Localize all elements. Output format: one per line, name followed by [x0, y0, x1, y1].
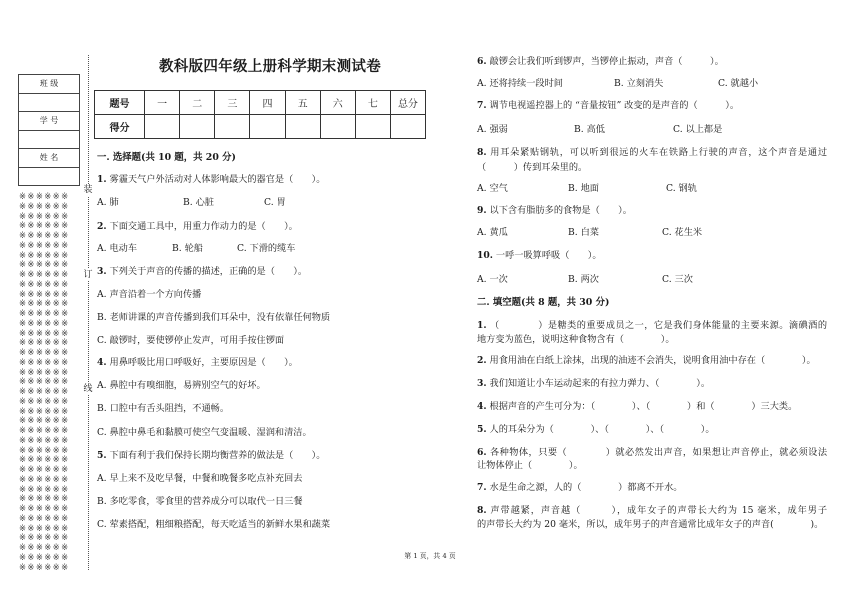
question-number: 1. [477, 320, 487, 331]
fill-question-5 [477, 423, 715, 437]
column-header: 六 [320, 91, 355, 115]
column-header: 四 [250, 91, 285, 115]
question-number: 5. [477, 424, 487, 435]
binding-mark-ding: 订 [81, 269, 95, 281]
option-a: A. 一次 [477, 274, 508, 285]
question-text: 调节电视遥控器上的 “音量按钮” 改变的是声音的（ ）。 [489, 100, 740, 111]
option-b: B. 轮船 [172, 243, 203, 254]
question-text: 用耳朵紧贴钢轨，可以听到很远的火车在铁路上行驶的声音，这个声音是通过 [490, 147, 828, 158]
question-text: 我们知道让小车运动起来的有拉力弹力、（ ）。 [489, 378, 711, 389]
score-cell [285, 115, 320, 139]
column-header: 三 [215, 91, 250, 115]
question-number: 8. [477, 505, 487, 516]
question-text: 下面有利于我们保持长期均衡营养的做法是（ ）。 [109, 450, 326, 461]
class-label: 班 级 [19, 75, 80, 94]
option-b: B. 两次 [568, 274, 599, 285]
question-text-continuation: 让物体停止（ ）。 [477, 460, 583, 471]
option-c: C. 钢轨 [666, 183, 697, 194]
score-cell [145, 115, 180, 139]
question-text: 一呼一吸算呼吸（ ）。 [495, 250, 602, 261]
fill-section-heading: 二. 填空题(共 8 题，共 30 分) [477, 297, 610, 308]
question-number: 7. [477, 482, 487, 493]
question-text: 声带越紧，声音越（ ），成年女子的声带长大约为 15 毫米，成年男子 [490, 505, 828, 516]
option-b: B. 心脏 [183, 197, 214, 208]
option-a: A. 鼻腔中有嗅细胞，易辨别空气的好坏。 [97, 380, 266, 391]
question-text: 用食用油在白纸上涂抹，出现的油迹不会消失，说明食用油中存在（ ）。 [489, 355, 816, 366]
fill-question-6 [477, 446, 827, 460]
question-number: 10. [477, 250, 493, 261]
question-number: 2. [477, 355, 487, 366]
column-header: 总分 [390, 91, 425, 115]
question-text: 敲锣会让我们听到锣声，当锣停止振动，声音（ ）。 [489, 56, 724, 67]
score-cell [390, 115, 425, 139]
option-c: C. 荤素搭配，粗细粮搭配，每天吃适当的新鲜水果和蔬菜 [97, 519, 331, 530]
question-number: 9. [477, 205, 487, 216]
option-c: C. 下滑的缆车 [237, 243, 296, 254]
question-number: 4. [477, 401, 487, 412]
binding-mark-zhuang: 装 [81, 184, 95, 196]
option-a: A. 黄瓜 [477, 227, 508, 238]
choice-question-5 [97, 449, 325, 463]
score-cell [355, 115, 390, 139]
score-cell [180, 115, 215, 139]
score-cell [320, 115, 355, 139]
question-text: （ ）是糖类的重要成员之一，它是我们身体能量的主要来源。滴碘酒的 [489, 320, 828, 331]
question-number: 8. [477, 147, 487, 158]
question-number-label: 题号 [95, 91, 145, 115]
question-text-continuation: 地方变为蓝色，说明这种食物含有（ ）。 [477, 334, 675, 345]
binding-dotted-line [88, 55, 89, 570]
question-text: 水是生命之源，人的（ ）都离不开水。 [489, 482, 683, 493]
question-text: 根据声音的产生可分为：（ ）、（ ）和（ ）三大类。 [489, 401, 798, 412]
question-text-continuation: 的声带长大约为 20 毫米，所以，成年男子的声音通常比成年女子的声音( )。 [477, 519, 824, 530]
exam-title: 教科版四年级上册科学期末测试卷 [159, 58, 381, 75]
column-header: 七 [355, 91, 390, 115]
fill-question-8 [477, 504, 827, 518]
option-b: B. 多吃零食，零食里的营养成分可以取代一日三餐 [97, 496, 303, 507]
question-number: 2. [97, 221, 107, 232]
question-number: 5. [97, 450, 107, 461]
option-a: A. 早上来不及吃早餐，中餐和晚餐多吃点补充回去 [97, 473, 303, 484]
question-text: 雾霾天气户外活动对人体影响最大的器官是（ ）。 [109, 174, 326, 185]
question-text: 用鼻呼吸比用口呼吸好，主要原因是（ ）。 [109, 357, 298, 368]
option-c: C. 胃 [264, 197, 286, 208]
option-c: C. 就越小 [718, 78, 759, 89]
name-label: 姓 名 [19, 149, 80, 168]
choice-question-4 [97, 356, 298, 370]
question-number: 3. [97, 266, 107, 277]
column-header: 五 [285, 91, 320, 115]
question-number: 6. [477, 447, 487, 458]
choice-question-2 [97, 220, 298, 234]
student-number-field [19, 130, 80, 149]
question-text: 各种物体，只要（ ）就必然发出声音，如果想让声音停止，就必须设法 [489, 447, 828, 458]
option-c: C. 花生米 [662, 227, 703, 238]
score-cell [250, 115, 285, 139]
option-c: C. 鼻腔中鼻毛和黏膜可使空气变温暖、湿润和清洁。 [97, 427, 312, 438]
question-number: 1. [97, 174, 107, 185]
option-a: A. 强弱 [477, 124, 508, 135]
option-c: C. 三次 [662, 274, 693, 285]
option-b: B. 白菜 [568, 227, 599, 238]
fill-question-4 [477, 400, 797, 414]
question-number: 3. [477, 378, 487, 389]
option-c: C. 以上都是 [673, 124, 723, 135]
option-a: A. 还将持续一段时间 [477, 78, 563, 89]
score-table [94, 90, 426, 139]
choice-question-6 [477, 55, 724, 69]
score-table-score-row [95, 115, 426, 139]
option-a: A. 声音沿着一个方向传播 [97, 289, 202, 300]
question-text-continuation: （ ）传到耳朵里的。 [477, 162, 588, 173]
name-field [19, 167, 80, 186]
choice-question-3 [97, 265, 307, 279]
question-text: 下面交通工具中，用重力作动力的是（ ）。 [109, 221, 298, 232]
option-b: B. 高低 [574, 124, 605, 135]
option-b: B. 地面 [568, 183, 599, 194]
question-text: 人的耳朵分为（ ）、（ ）、（ ）。 [489, 424, 715, 435]
choice-question-9 [477, 204, 632, 218]
choice-question-8 [477, 146, 827, 160]
option-b: B. 老师讲课的声音传播到我们耳朵中，没有依靠任何物质 [97, 312, 331, 323]
margin-pattern: ※※※※※※ ※※※※※※ ※※※※※※ ※※※※※※ ※※※※※※ ※※※※※※ ※※※※※※ ※※※※※※ ※※※※※※ ※※※※※※ ※※※※※※ ※※※※※※ ※※※※※※ ※※※※※※ ※※※※※※ ※※※※※※ ※※※※※※ ※※※※※※ ※※※※※※ ※※※※※※ ※※※※※※ ※※※※※※ ※※※※※※ ※※※※※※ ※※※※※※ ※※※※※※ ※※※※※※ ※※※※※※ ※※※※※※ ※※※※※※ ※※※※※※ ※※※※※※ ※※※※※※ ※※※※※※ ※※※※※※ ※※※※※※ ※※※※※※ ※※※※※※ ※※※※※※ [19, 192, 70, 572]
option-a: A. 空气 [477, 183, 508, 194]
question-number: 4. [97, 357, 107, 368]
score-label: 得分 [95, 115, 145, 139]
score-table-header-row [95, 91, 426, 115]
choice-section-heading: 一. 选择题(共 10 题，共 20 分) [97, 152, 236, 163]
fill-question-7 [477, 481, 682, 495]
binding-mark-xian: 线 [81, 383, 95, 395]
option-c: C. 敲锣时，要使锣停止发声，可用手按住锣面 [97, 335, 285, 346]
question-text: 以下含有脂肪多的食物是（ ）。 [489, 205, 632, 216]
question-number: 7. [477, 100, 487, 111]
option-a: A. 电动车 [97, 243, 138, 254]
choice-question-10 [477, 249, 602, 263]
option-a: A. 肺 [97, 197, 119, 208]
class-field [19, 93, 80, 112]
question-number: 6. [477, 56, 487, 67]
page-footer: 第 1 页，共 4 页 [404, 552, 456, 560]
column-header: 一 [145, 91, 180, 115]
fill-question-1 [477, 319, 827, 333]
student-info-table [18, 74, 80, 186]
fill-question-2 [477, 354, 816, 368]
score-cell [215, 115, 250, 139]
student-number-label: 学 号 [19, 112, 80, 131]
choice-question-7 [477, 99, 739, 113]
question-text: 下列关于声音的传播的描述，正确的是（ ）。 [109, 266, 308, 277]
option-b: B. 口腔中有舌头阻挡，不通畅。 [97, 403, 230, 414]
option-b: B. 立刻消失 [614, 78, 664, 89]
fill-question-3 [477, 377, 710, 391]
choice-question-1 [97, 173, 325, 187]
column-header: 二 [180, 91, 215, 115]
